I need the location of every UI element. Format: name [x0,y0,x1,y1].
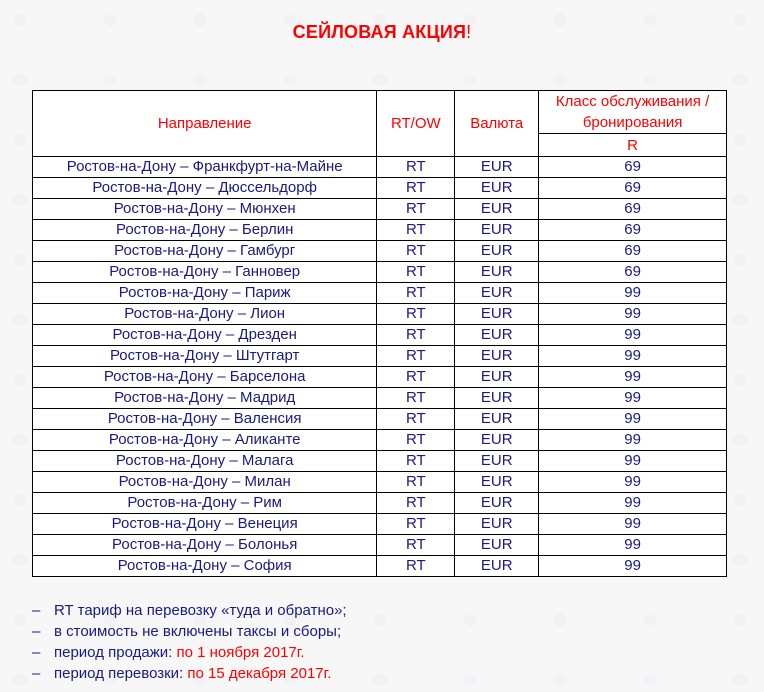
notes-list [32,600,347,684]
table-row [33,493,727,514]
route-cell: Ростов-на-Дону – Дрезден [33,325,377,346]
route-cell: Ростов-на-Дону – Барселона [33,367,377,388]
fares-table-header [33,91,727,157]
fares-table [32,90,727,577]
price-cell: 69 [539,241,727,262]
trip-type-cell: RT [377,241,455,262]
route-cell: Ростов-на-Дону – Валенсия [33,409,377,430]
table-row [33,220,727,241]
trip-type-cell: RT [377,199,455,220]
price-cell: 99 [539,430,727,451]
price-cell: 99 [539,451,727,472]
table-row [33,199,727,220]
header-service-class: Класс обслуживания / бронирования [539,91,727,134]
table-row [33,304,727,325]
price-cell: 69 [539,262,727,283]
route-cell: Ростов-на-Дону – Гамбург [33,241,377,262]
currency-cell: EUR [455,409,539,430]
currency-cell: EUR [455,241,539,262]
table-row [33,556,727,577]
table-row [33,367,727,388]
route-cell: Ростов-на-Дону – Милан [33,472,377,493]
route-cell: Ростов-на-Дону – Мадрид [33,388,377,409]
price-cell: 99 [539,472,727,493]
currency-cell: EUR [455,493,539,514]
price-cell: 99 [539,514,727,535]
trip-type-cell: RT [377,346,455,367]
table-row [33,346,727,367]
currency-cell: EUR [455,178,539,199]
note-item [32,663,347,684]
trip-type-cell: RT [377,262,455,283]
note-bullet: – [32,602,41,619]
trip-type-cell: RT [377,409,455,430]
note-bullet: – [32,665,41,682]
table-row [33,325,727,346]
note-bullet: – [32,644,41,661]
table-row [33,472,727,493]
table-row [33,262,727,283]
note-item [32,621,347,642]
price-cell: 99 [539,367,727,388]
page-title-text: СЕЙЛОВАЯ АКЦИЯ [292,22,467,42]
table-row [33,388,727,409]
note-item [32,600,347,621]
trip-type-cell: RT [377,430,455,451]
trip-type-cell: RT [377,304,455,325]
fares-table-body [33,157,727,577]
table-row [33,451,727,472]
route-cell: Ростов-на-Дону – Ганновер [33,262,377,283]
trip-type-cell: RT [377,472,455,493]
trip-type-cell: RT [377,493,455,514]
currency-cell: EUR [455,283,539,304]
header-currency: Валюта [455,91,539,157]
route-cell: Ростов-на-Дону – Малага [33,451,377,472]
table-row [33,514,727,535]
price-cell: 69 [539,157,727,178]
route-cell: Ростов-на-Дону – Лион [33,304,377,325]
currency-cell: EUR [455,388,539,409]
trip-type-cell: RT [377,451,455,472]
price-cell: 99 [539,556,727,577]
price-cell: 99 [539,409,727,430]
currency-cell: EUR [455,199,539,220]
note-item [32,642,347,663]
trip-type-cell: RT [377,514,455,535]
currency-cell: EUR [455,451,539,472]
currency-cell: EUR [455,346,539,367]
route-cell: Ростов-на-Дону – Франкфурт-на-Майне [33,157,377,178]
note-bullet: – [32,623,41,640]
trip-type-cell: RT [377,535,455,556]
route-cell: Ростов-на-Дону – Венеция [33,514,377,535]
page-title [0,22,764,43]
trip-type-cell: RT [377,220,455,241]
route-cell: Ростов-на-Дону – Аликанте [33,430,377,451]
trip-type-cell: RT [377,325,455,346]
note-text: RT тариф на перевозку «туда и обратно»; [54,602,347,619]
route-cell: Ростов-на-Дону – Дюссельдорф [33,178,377,199]
note-text: в стоимость не включены таксы и сборы; [54,623,342,640]
note-text: период перевозки: [54,665,188,682]
header-route: Направление [33,91,377,157]
price-cell: 69 [539,199,727,220]
table-row [33,430,727,451]
trip-type-cell: RT [377,283,455,304]
currency-cell: EUR [455,304,539,325]
table-row [33,409,727,430]
currency-cell: EUR [455,367,539,388]
route-cell: Ростов-на-Дону – София [33,556,377,577]
table-row [33,178,727,199]
note-highlight: по 1 ноября 2017г. [176,644,305,661]
route-cell: Ростов-на-Дону – Штутгарт [33,346,377,367]
currency-cell: EUR [455,514,539,535]
trip-type-cell: RT [377,178,455,199]
price-cell: 99 [539,346,727,367]
price-cell: 99 [539,493,727,514]
currency-cell: EUR [455,262,539,283]
currency-cell: EUR [455,430,539,451]
currency-cell: EUR [455,325,539,346]
table-row [33,157,727,178]
price-cell: 69 [539,178,727,199]
price-cell: 99 [539,304,727,325]
currency-cell: EUR [455,157,539,178]
note-text: период продажи: [54,644,177,661]
route-cell: Ростов-на-Дону – Париж [33,283,377,304]
currency-cell: EUR [455,472,539,493]
route-cell: Ростов-на-Дону – Мюнхен [33,199,377,220]
trip-type-cell: RT [377,157,455,178]
price-cell: 99 [539,535,727,556]
header-class-code: R [539,134,727,157]
table-row [33,535,727,556]
table-row [33,283,727,304]
price-cell: 99 [539,388,727,409]
trip-type-cell: RT [377,388,455,409]
currency-cell: EUR [455,556,539,577]
price-cell: 99 [539,325,727,346]
table-row [33,241,727,262]
route-cell: Ростов-на-Дону – Болонья [33,535,377,556]
route-cell: Ростов-на-Дону – Рим [33,493,377,514]
page-title-exclaim: ! [466,22,472,42]
currency-cell: EUR [455,535,539,556]
currency-cell: EUR [455,220,539,241]
price-cell: 69 [539,220,727,241]
header-trip-type: RT/OW [377,91,455,157]
note-highlight: по 15 декабря 2017г. [187,665,332,682]
route-cell: Ростов-на-Дону – Берлин [33,220,377,241]
trip-type-cell: RT [377,556,455,577]
trip-type-cell: RT [377,367,455,388]
price-cell: 99 [539,283,727,304]
